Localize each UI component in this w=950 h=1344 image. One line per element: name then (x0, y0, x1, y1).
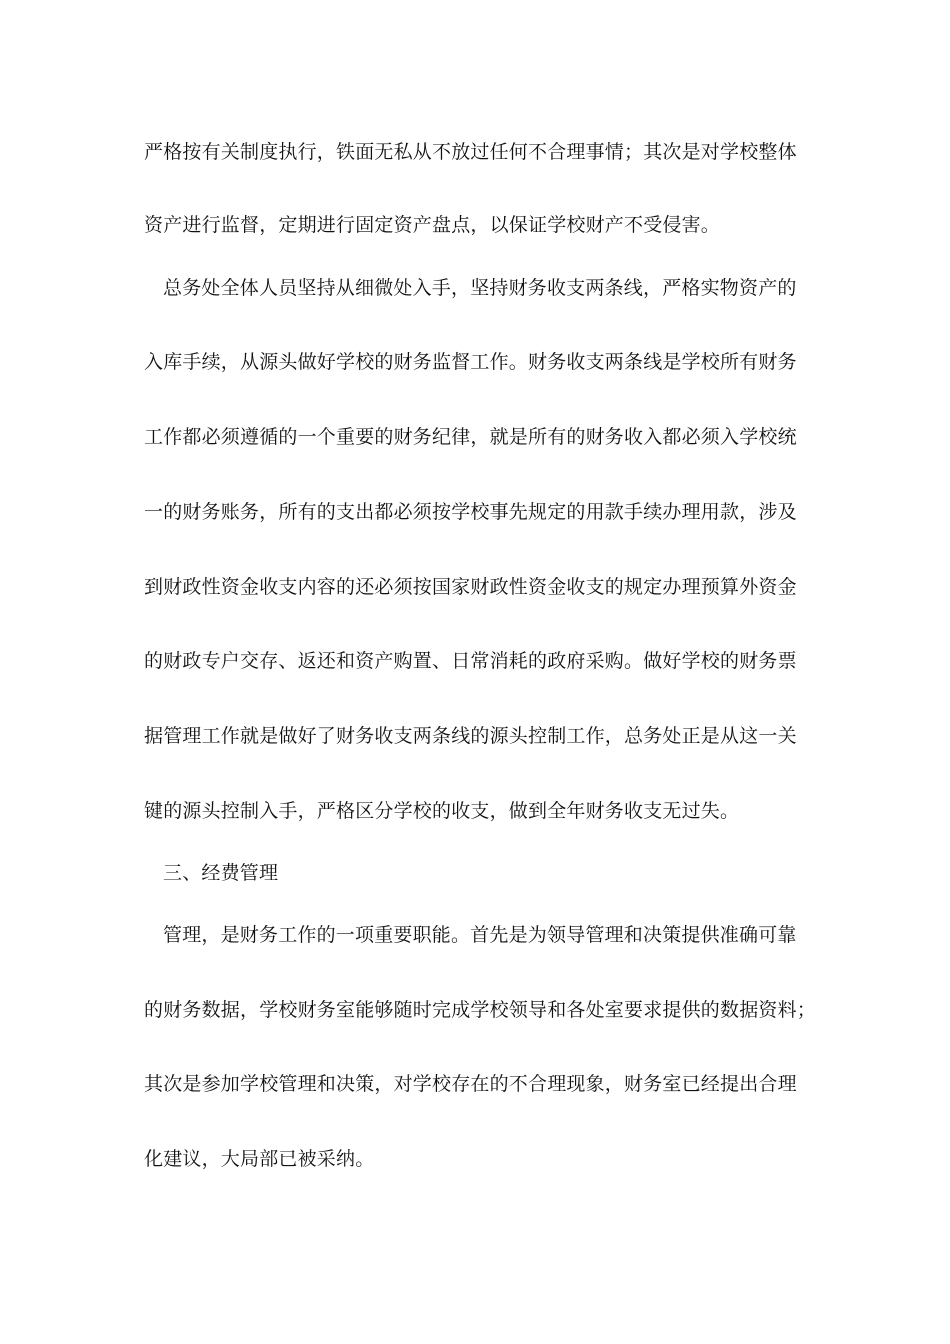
paragraph-line: 据管理工作就是做好了财务收支两条线的源头控制工作，总务处正是从这一关 (144, 725, 797, 747)
paragraph-line: 管理，是财务工作的一项重要职能。首先是为领导管理和决策提供准确可靠 (163, 924, 797, 946)
section-heading: 三、经费管理 (163, 862, 279, 884)
paragraph-line: 的财务数据，学校财务室能够随时完成学校领导和各处室要求提供的数据资料； (144, 999, 817, 1021)
paragraph-line: 总务处全体人员坚持从细微处入手，坚持财务收支两条线，严格实物资产的 (163, 277, 797, 299)
paragraph-line: 资产进行监督，定期进行固定资产盘点，以保证学校财产不受侵害。 (144, 214, 721, 236)
paragraph-line: 的财政专户交存、返还和资产购置、日常消耗的政府采购。做好学校的财务票 (144, 650, 797, 672)
paragraph-line: 工作都必须遵循的一个重要的财务纪律，就是所有的财务收入都必须入学校统 (144, 426, 797, 448)
paragraph-line: 一的财务账务，所有的支出都必须按学校事先规定的用款手续办理用款，涉及 (144, 501, 797, 523)
paragraph-line: 其次是参加学校管理和决策，对学校存在的不合理现象，财务室已经提出合理 (144, 1073, 797, 1095)
paragraph-line: 严格按有关制度执行，铁面无私从不放过任何不合理事情；其次是对学校整体 (144, 141, 797, 163)
paragraph-line: 到财政性资金收支内容的还必须按国家财政性资金收支的规定办理预算外资金 (144, 576, 797, 598)
paragraph-line: 键的源头控制入手，严格区分学校的收支，做到全年财务收支无过失。 (144, 800, 740, 822)
paragraph-line: 化建议，大局部已被采纳。 (144, 1148, 375, 1170)
paragraph-line: 入库手续，从源头做好学校的财务监督工作。财务收支两条线是学校所有财务 (144, 351, 797, 373)
